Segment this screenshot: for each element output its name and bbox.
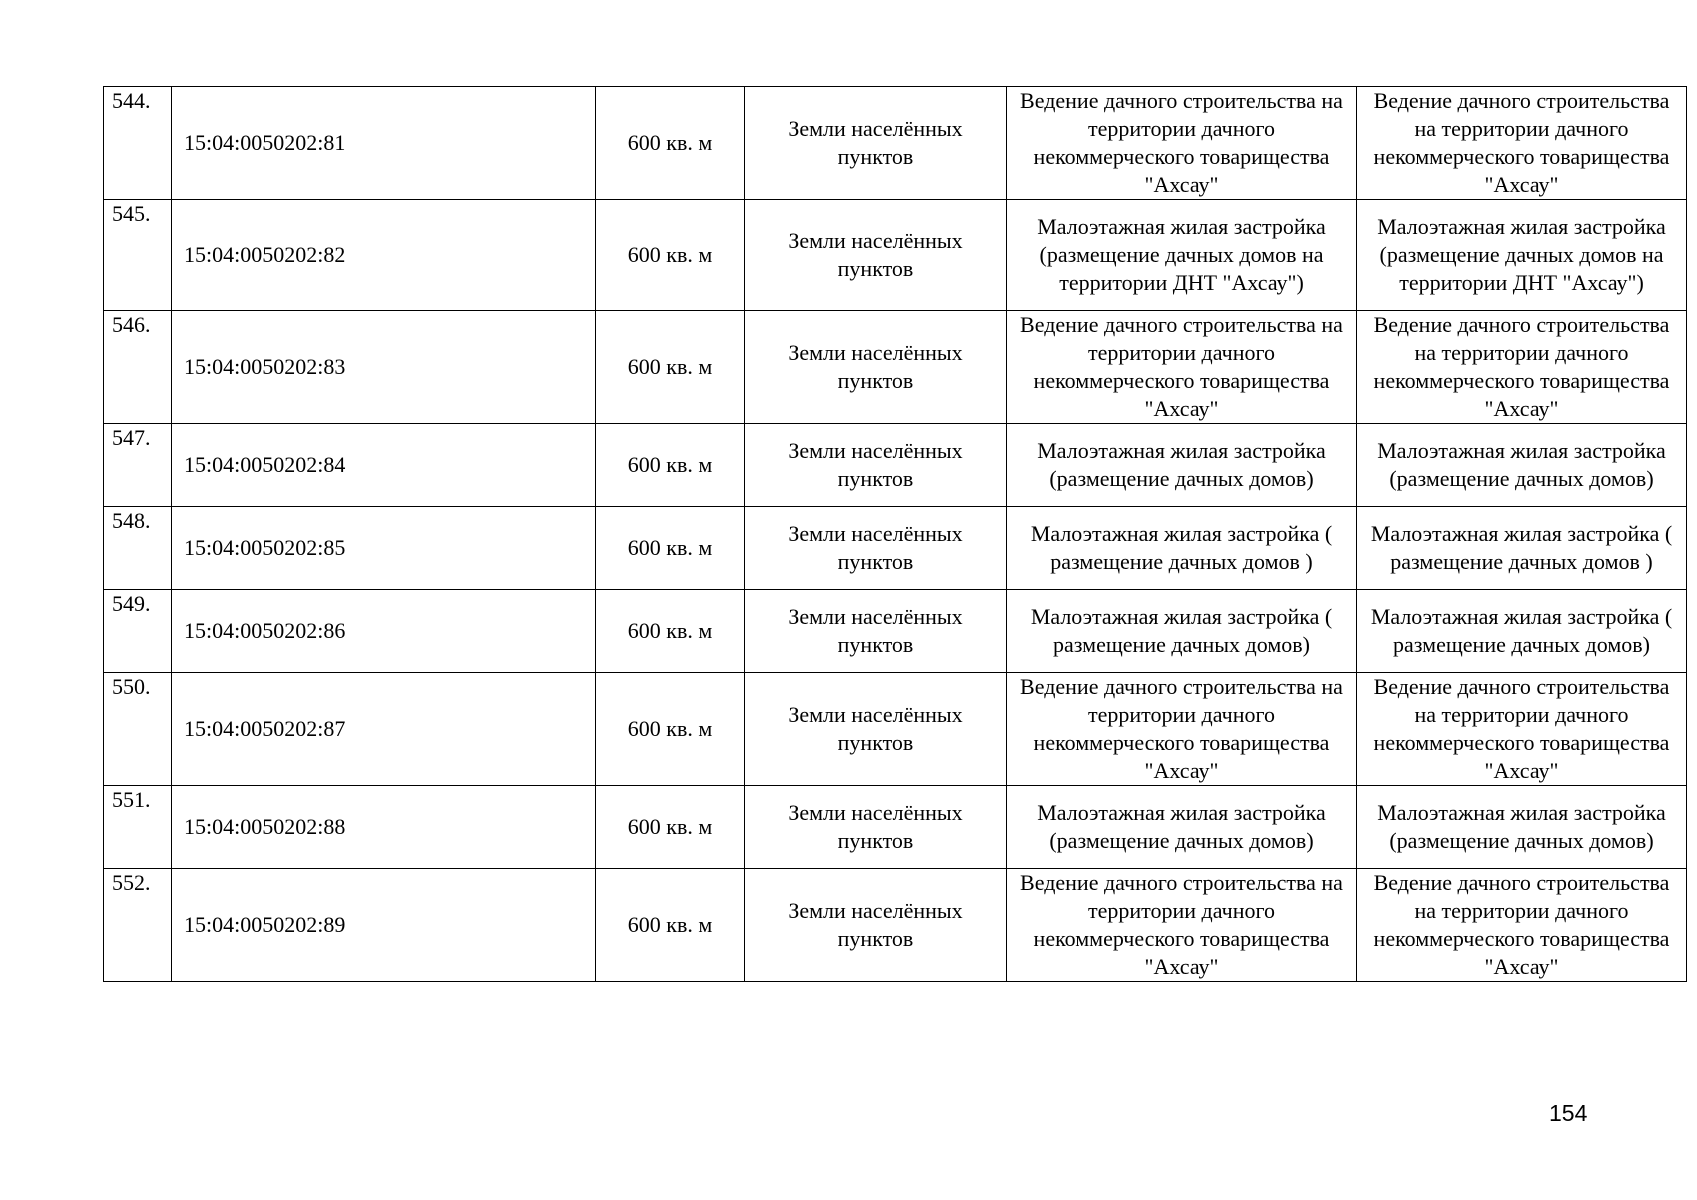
table-row: [104, 311, 1687, 424]
permitted-use: Малоэтажная жилая застройка ( размещение дачных домов): [1357, 590, 1687, 673]
table-row: [104, 507, 1687, 590]
main-use: Ведение дачного строительства на территории дачного некоммерческого товарищества "Ахсау": [1007, 673, 1357, 786]
cadastral-number: 15:04:0050202:81: [172, 87, 596, 200]
permitted-use: Ведение дачного строительства на территории дачного некоммерческого товарищества "Ахсау": [1357, 311, 1687, 424]
main-use: Ведение дачного строительства на территории дачного некоммерческого товарищества "Ахсау": [1007, 87, 1357, 200]
land-category: Земли населённых пунктов: [745, 87, 1007, 200]
permitted-use: Малоэтажная жилая застройка (размещение дачных домов на территории ДНТ "Ахсау"): [1357, 200, 1687, 311]
permitted-use: Ведение дачного строительства на территории дачного некоммерческого товарищества "Ахсау": [1357, 869, 1687, 982]
page-number: 154: [1549, 1100, 1588, 1126]
permitted-use: Малоэтажная жилая застройка ( размещение дачных домов ): [1357, 507, 1687, 590]
land-category: Земли населённых пунктов: [745, 786, 1007, 869]
table-row: [104, 786, 1687, 869]
permitted-use: Ведение дачного строительства на территории дачного некоммерческого товарищества "Ахсау": [1357, 87, 1687, 200]
row-number: 548.: [104, 507, 172, 590]
cadastral-number: 15:04:0050202:88: [172, 786, 596, 869]
land-category: Земли населённых пунктов: [745, 311, 1007, 424]
plot-area: 600 кв. м: [596, 87, 745, 200]
table-row: [104, 673, 1687, 786]
table-row: [104, 200, 1687, 311]
land-category: Земли населённых пунктов: [745, 424, 1007, 507]
row-number: 547.: [104, 424, 172, 507]
cadastral-number: 15:04:0050202:85: [172, 507, 596, 590]
land-category: Земли населённых пунктов: [745, 507, 1007, 590]
plot-area: 600 кв. м: [596, 786, 745, 869]
land-category: Земли населённых пунктов: [745, 590, 1007, 673]
row-number: 549.: [104, 590, 172, 673]
plot-area: 600 кв. м: [596, 673, 745, 786]
land-category: Земли населённых пунктов: [745, 673, 1007, 786]
permitted-use: Ведение дачного строительства на территории дачного некоммерческого товарищества "Ахсау": [1357, 673, 1687, 786]
permitted-use: Малоэтажная жилая застройка (размещение дачных домов): [1357, 424, 1687, 507]
main-use: Ведение дачного строительства на территории дачного некоммерческого товарищества "Ахсау": [1007, 869, 1357, 982]
plot-area: 600 кв. м: [596, 869, 745, 982]
cadastral-number: 15:04:0050202:83: [172, 311, 596, 424]
table-row: [104, 424, 1687, 507]
cadastral-number: 15:04:0050202:86: [172, 590, 596, 673]
table-row: [104, 87, 1687, 200]
land-plots-table: [103, 86, 1687, 982]
main-use: Ведение дачного строительства на территории дачного некоммерческого товарищества "Ахсау": [1007, 311, 1357, 424]
plot-area: 600 кв. м: [596, 311, 745, 424]
cadastral-number: 15:04:0050202:87: [172, 673, 596, 786]
plot-area: 600 кв. м: [596, 200, 745, 311]
main-use: Малоэтажная жилая застройка ( размещение дачных домов): [1007, 590, 1357, 673]
permitted-use: Малоэтажная жилая застройка (размещение дачных домов): [1357, 786, 1687, 869]
main-use: Малоэтажная жилая застройка (размещение дачных домов): [1007, 424, 1357, 507]
land-category: Земли населённых пунктов: [745, 869, 1007, 982]
main-use: Малоэтажная жилая застройка ( размещение дачных домов ): [1007, 507, 1357, 590]
plot-area: 600 кв. м: [596, 590, 745, 673]
row-number: 545.: [104, 200, 172, 311]
table-row: [104, 590, 1687, 673]
table-row: [104, 869, 1687, 982]
land-category: Земли населённых пунктов: [745, 200, 1007, 311]
row-number: 552.: [104, 869, 172, 982]
row-number: 551.: [104, 786, 172, 869]
plot-area: 600 кв. м: [596, 507, 745, 590]
row-number: 544.: [104, 87, 172, 200]
cadastral-number: 15:04:0050202:84: [172, 424, 596, 507]
cadastral-number: 15:04:0050202:82: [172, 200, 596, 311]
cadastral-number: 15:04:0050202:89: [172, 869, 596, 982]
main-use: Малоэтажная жилая застройка (размещение дачных домов на территории ДНТ "Ахсау"): [1007, 200, 1357, 311]
row-number: 546.: [104, 311, 172, 424]
row-number: 550.: [104, 673, 172, 786]
main-use: Малоэтажная жилая застройка (размещение дачных домов): [1007, 786, 1357, 869]
plot-area: 600 кв. м: [596, 424, 745, 507]
